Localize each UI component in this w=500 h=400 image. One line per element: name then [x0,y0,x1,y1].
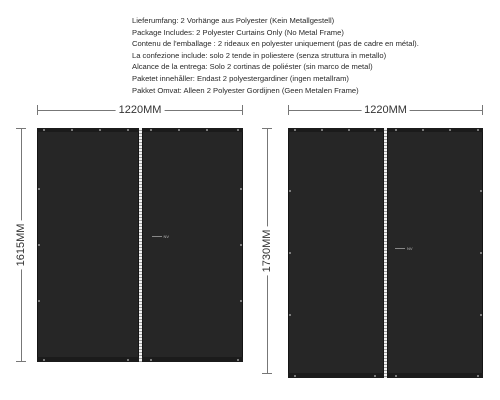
note-line: La confezione include: solo 2 tende in poliestere (senza struttura in metallo) [132,50,387,60]
curtain-panel-left [288,128,384,378]
left-width-dimension [37,103,243,117]
curtain-panel-right [387,128,483,378]
note-line: Alcance de la entrega: Solo 2 cortinas de poliéster (sin marco de metal) [132,62,373,72]
dimension-tick [288,105,289,115]
grommet-icon [127,359,129,361]
package-notes [132,15,419,96]
grommet-icon [240,188,242,190]
grommet-icon [237,359,239,361]
grommet-icon [38,244,40,246]
grommet-icon [449,129,451,131]
grommet-icon [289,190,291,192]
grommet-icon [289,314,291,316]
grommet-icon [150,129,152,131]
grommet-icon [240,244,242,246]
grommet-icon [395,129,397,131]
right-height-label: 1730MM [260,227,274,276]
grommet-icon [374,375,376,377]
grommet-icon [38,188,40,190]
right-height-dimension [260,128,274,374]
grommet-icon [477,375,479,377]
grommet-icon [178,129,180,131]
note-line: Pakket Omvat: Alleen 2 Polyester Gordijnen (Geen Metalen Frame) [132,85,359,95]
dimension-tick [242,105,243,115]
grommet-icon [71,129,73,131]
grommet-icon [422,129,424,131]
grommet-icon [289,252,291,254]
dimension-tick [262,373,272,374]
grommet-icon [480,190,482,192]
note-line: Package Includes: 2 Polyester Curtains Only (No Metal Frame) [132,27,344,37]
note-line: Lieferumfang: 2 Vorhänge aus Polyester (Kein Metallgestell) [132,16,335,25]
left-curtain-set [37,128,243,362]
right-width-label: 1220MM [361,103,410,117]
dimension-tick [16,128,26,129]
grommet-icon [150,359,152,361]
curtain-panel-left [37,128,139,362]
grommet-icon [480,252,482,254]
note-line: Paketet innehåller: Endast 2 polyestergardiner (ingen metallram) [132,73,349,83]
grommet-icon [294,129,296,131]
grommet-icon [127,129,129,131]
grommet-icon [206,129,208,131]
grommet-icon [294,375,296,377]
grommet-icon [43,129,45,131]
grommet-icon [237,129,239,131]
dimension-tick [37,105,38,115]
grommet-icon [99,129,101,131]
left-height-dimension [14,128,28,362]
right-width-dimension [288,103,483,117]
grommet-icon [480,314,482,316]
left-width-label: 1220MM [116,103,165,117]
curtain-panel-right [142,128,244,362]
grommet-icon [477,129,479,131]
label-tag: NV [395,246,413,251]
left-height-label: 1615MM [14,221,28,270]
dimension-tick [16,361,26,362]
dimension-tick [262,128,272,129]
right-curtain-set [288,128,483,378]
grommet-icon [38,300,40,302]
note-line: Contenu de l'emballage : 2 rideaux en polyester uniquement (pas de cadre en métal). [132,39,419,49]
grommet-icon [321,129,323,131]
grommet-icon [395,375,397,377]
grommet-icon [240,300,242,302]
grommet-icon [374,129,376,131]
label-tag: NV [152,234,170,239]
dimension-tick [482,105,483,115]
grommet-icon [43,359,45,361]
grommet-icon [348,129,350,131]
